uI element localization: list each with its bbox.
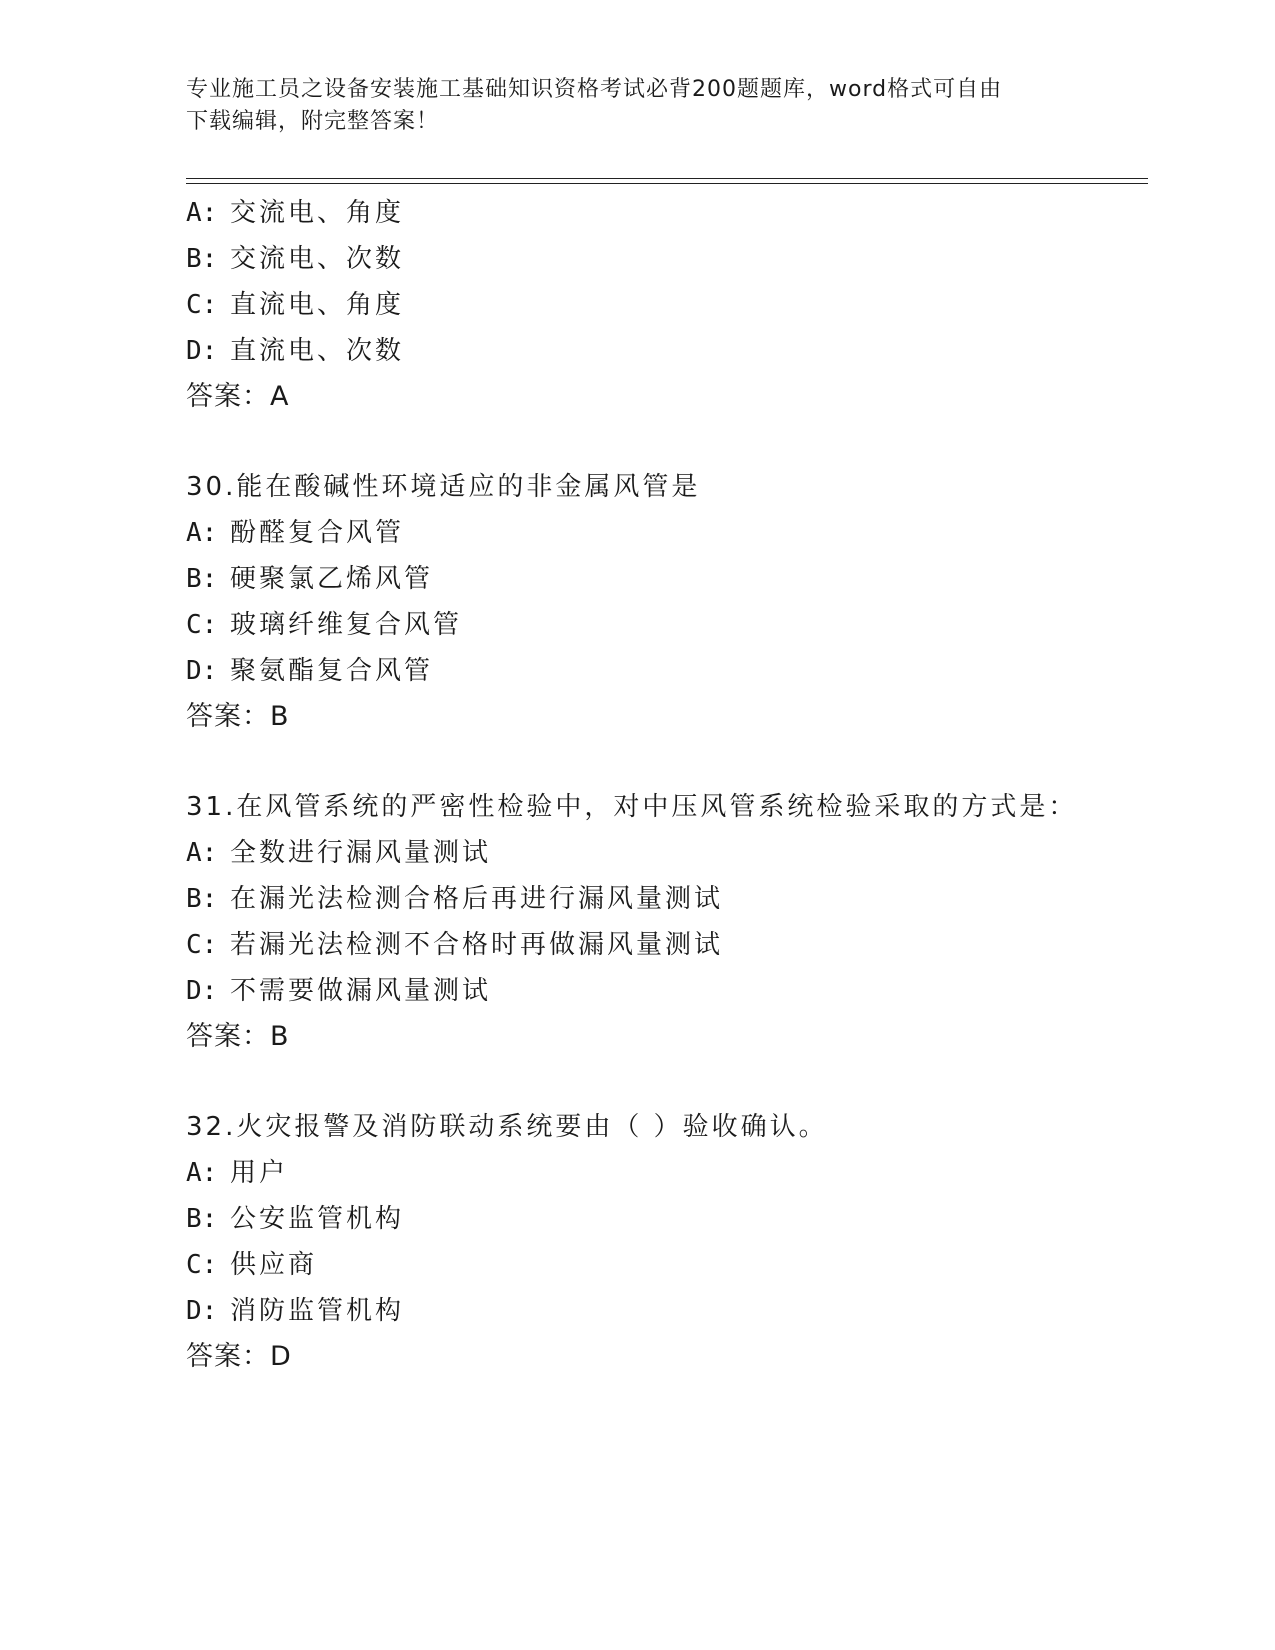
answer-line: 答案：B (186, 701, 290, 732)
option-letter: D: (186, 336, 218, 366)
option-letter: B: (186, 884, 218, 914)
option-text: 交流电、次数 (230, 244, 405, 274)
option-letter: B: (186, 244, 218, 274)
option-text: 玻璃纤维复合风管 (230, 610, 463, 640)
option-text: 全数进行漏风量测试 (230, 838, 492, 868)
option-b (186, 236, 1146, 282)
option-b (186, 876, 1146, 922)
option-letter: C: (186, 930, 218, 960)
option-letter: D: (186, 656, 218, 686)
option-letter: A: (186, 1158, 218, 1188)
option-text: 公安监管机构 (230, 1204, 405, 1234)
option-c (186, 602, 1146, 648)
answer-line: 答案：B (186, 1021, 290, 1052)
option-text: 不需要做漏风量测试 (230, 976, 492, 1006)
option-letter: B: (186, 564, 218, 594)
answer-line: 答案：A (186, 381, 290, 412)
option-d (186, 328, 1146, 374)
option-letter: D: (186, 976, 218, 1006)
option-letter: C: (186, 290, 218, 320)
option-c (186, 282, 1146, 328)
option-text: 聚氨酯复合风管 (230, 656, 434, 686)
header-rule-bottom (186, 183, 1148, 184)
option-text: 酚醛复合风管 (230, 518, 405, 548)
option-d (186, 968, 1146, 1014)
option-text: 供应商 (230, 1250, 318, 1280)
option-text: 硬聚氯乙烯风管 (230, 564, 434, 594)
header-rule-top (186, 178, 1148, 179)
header-line-2: 下载编辑，附完整答案！ (186, 109, 440, 134)
option-letter: A: (186, 518, 218, 548)
option-text: 交流电、角度 (230, 198, 405, 228)
question-block (186, 1104, 1146, 1380)
option-c (186, 922, 1146, 968)
option-b (186, 1196, 1146, 1242)
question-text: 30.能在酸碱性环境适应的非金属风管是 (186, 472, 701, 502)
option-d (186, 1288, 1146, 1334)
question-list (186, 190, 1146, 1380)
option-a (186, 830, 1146, 876)
option-b (186, 556, 1146, 602)
option-text: 用户 (230, 1158, 289, 1188)
option-text: 在漏光法检测合格后再进行漏风量测试 (230, 884, 724, 914)
option-letter: A: (186, 198, 218, 228)
option-a (186, 510, 1146, 556)
option-c (186, 1242, 1146, 1288)
option-text: 消防监管机构 (230, 1296, 405, 1326)
document-header (186, 74, 1086, 138)
option-letter: A: (186, 838, 218, 868)
option-a (186, 190, 1146, 236)
option-text: 直流电、次数 (230, 336, 405, 366)
question-block (186, 784, 1146, 1060)
option-text: 若漏光法检测不合格时再做漏风量测试 (230, 930, 724, 960)
question-block (186, 464, 1146, 740)
option-text: 直流电、角度 (230, 290, 405, 320)
option-letter: C: (186, 1250, 218, 1280)
header-line-1: 专业施工员之设备安装施工基础知识资格考试必背200题题库，word格式可自由 (186, 77, 1003, 102)
option-d (186, 648, 1146, 694)
answer-line: 答案：D (186, 1341, 292, 1372)
option-letter: C: (186, 610, 218, 640)
question-text: 32.火灾报警及消防联动系统要由（ ）验收确认。 (186, 1112, 828, 1142)
question-text: 31.在风管系统的严密性检验中，对中压风管系统检验采取的方式是： (186, 792, 1078, 822)
option-letter: D: (186, 1296, 218, 1326)
question-block (186, 190, 1146, 420)
option-letter: B: (186, 1204, 218, 1234)
option-a (186, 1150, 1146, 1196)
